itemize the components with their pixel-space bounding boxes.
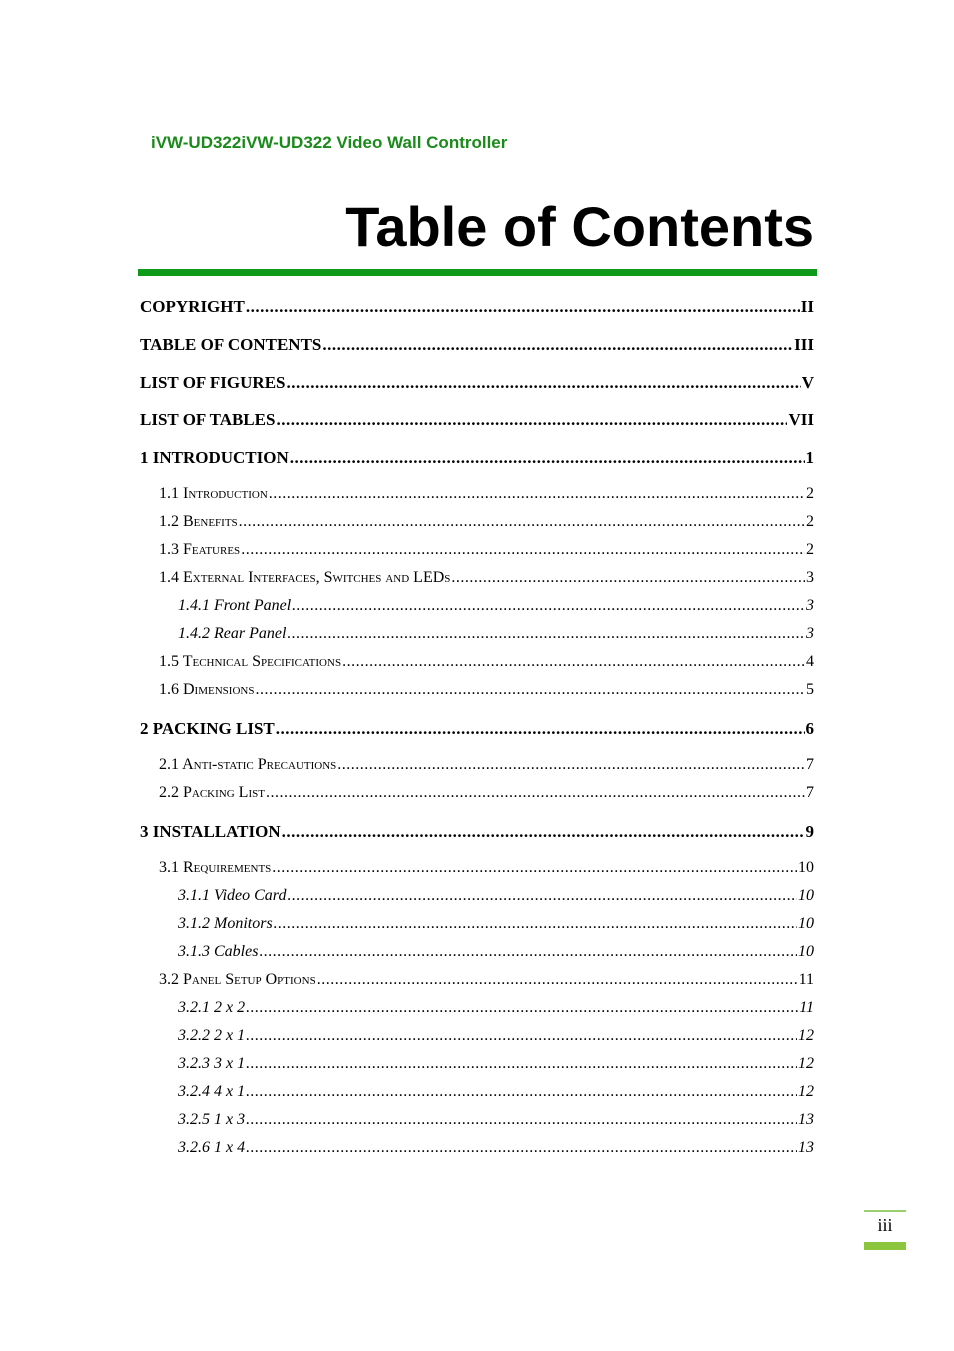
toc-dot-leader: [290, 448, 805, 468]
toc-entry-page: 2: [806, 541, 814, 558]
toc-entry-page: 3: [806, 597, 814, 614]
toc-entry-label: 1.1 Introduction: [159, 485, 268, 502]
toc-entry[interactable]: [140, 373, 814, 397]
toc-dot-leader: [337, 756, 805, 774]
toc-entry[interactable]: [140, 625, 814, 649]
page-number-top-line: [864, 1210, 906, 1212]
toc-entry-page: 1: [805, 448, 814, 467]
running-header: iVW-UD322iVW-UD322 Video Wall Controller: [151, 133, 508, 152]
toc-entry-label: 1.5 Technical Specifications: [159, 653, 342, 670]
toc-entry-label: 2.1 Anti-static Precautions: [159, 756, 337, 773]
toc-entry-label: LIST OF TABLES: [140, 410, 276, 429]
toc-dot-leader: [241, 541, 805, 559]
toc-entry-page: 3: [806, 625, 814, 642]
toc-entry-label: 1.4 External Interfaces, Switches and LEDs: [159, 569, 451, 586]
toc-entry[interactable]: [140, 448, 814, 472]
toc-dot-leader: [239, 513, 805, 531]
toc-entry[interactable]: [140, 887, 814, 911]
toc-entry-label: 2.2 Packing List: [159, 784, 265, 801]
toc-dot-leader: [317, 971, 798, 989]
toc-dot-leader: [246, 297, 800, 317]
toc-dot-leader: [255, 681, 805, 699]
page-number: iii: [877, 1215, 893, 1235]
toc-entry-label: 3.1.3 Cables: [178, 943, 259, 960]
toc-dot-leader: [287, 625, 805, 643]
toc-dot-leader: [246, 999, 798, 1017]
toc-entry-page: 13: [798, 1111, 814, 1128]
toc-entry[interactable]: [140, 999, 814, 1023]
toc-entry-page: III: [794, 335, 814, 354]
toc-entry-page: 12: [798, 1055, 814, 1072]
toc-entry-label: 1.2 Benefits: [159, 513, 238, 530]
toc-dot-leader: [246, 1055, 797, 1073]
toc-entry[interactable]: [140, 335, 814, 359]
toc-entry-page: VII: [788, 410, 814, 429]
toc-dot-leader: [282, 822, 805, 842]
toc-dot-leader: [451, 569, 805, 587]
toc-entry-label: 1.4.1 Front Panel: [178, 597, 292, 614]
toc-dot-leader: [259, 943, 797, 961]
toc-entry[interactable]: [140, 1083, 814, 1107]
toc-entry[interactable]: [140, 485, 814, 509]
toc-entry-label: 3.2.6 1 x 4: [178, 1139, 246, 1156]
toc-entry-label: 3.2 Panel Setup Options: [159, 971, 316, 988]
toc-entry-page: 7: [806, 784, 814, 801]
toc-entry-label: 2 PACKING LIST: [140, 719, 275, 738]
toc-entry[interactable]: [140, 1055, 814, 1079]
toc-entry-label: 1.3 Features: [159, 541, 241, 558]
toc-dot-leader: [272, 859, 797, 877]
toc-entry-page: 11: [798, 971, 814, 988]
toc-entry-page: 10: [798, 859, 814, 876]
toc-entry[interactable]: [140, 1139, 814, 1163]
toc-dot-leader: [276, 719, 805, 739]
toc-entry[interactable]: [140, 541, 814, 565]
toc-dot-leader: [322, 335, 793, 355]
toc-entry[interactable]: [140, 971, 814, 995]
toc-dot-leader: [269, 485, 805, 503]
toc-dot-leader: [287, 373, 801, 393]
toc-entry[interactable]: [140, 915, 814, 939]
toc-dot-leader: [246, 1027, 797, 1045]
toc-dot-leader: [274, 915, 797, 933]
toc-list: [140, 0, 814, 1200]
toc-dot-leader: [246, 1111, 797, 1129]
toc-entry-page: 10: [798, 915, 814, 932]
toc-entry-label: LIST OF FIGURES: [140, 373, 286, 392]
toc-entry-label: 1 INTRODUCTION: [140, 448, 289, 467]
toc-entry-page: 5: [806, 681, 814, 698]
toc-entry[interactable]: [140, 1111, 814, 1135]
toc-entry-page: 12: [798, 1027, 814, 1044]
toc-entry[interactable]: [140, 653, 814, 677]
toc-entry-label: 3.1 Requirements: [159, 859, 272, 876]
toc-entry[interactable]: [140, 681, 814, 705]
toc-entry-page: 2: [806, 513, 814, 530]
toc-entry-page: 12: [798, 1083, 814, 1100]
toc-entry[interactable]: [140, 756, 814, 780]
toc-entry[interactable]: [140, 597, 814, 621]
toc-entry-page: 6: [805, 719, 814, 738]
toc-entry-label: 3.2.1 2 x 2: [178, 999, 246, 1016]
toc-entry-page: 2: [806, 485, 814, 502]
toc-entry-label: 3.2.5 1 x 3: [178, 1111, 246, 1128]
toc-entry[interactable]: [140, 822, 814, 846]
toc-entry[interactable]: [140, 943, 814, 967]
toc-entry[interactable]: [140, 1027, 814, 1051]
toc-dot-leader: [287, 887, 797, 905]
toc-entry-page: 11: [799, 999, 814, 1016]
toc-entry-label: TABLE OF CONTENTS: [140, 335, 322, 354]
toc-entry-page: 10: [798, 887, 814, 904]
toc-dot-leader: [276, 410, 787, 430]
toc-entry[interactable]: [140, 784, 814, 808]
toc-entry-page: 7: [806, 756, 814, 773]
toc-entry-label: 3.2.4 4 x 1: [178, 1083, 246, 1100]
toc-entry[interactable]: [140, 859, 814, 883]
page-number-box: [864, 1210, 906, 1250]
toc-entry-page: 3: [806, 569, 814, 586]
toc-entry[interactable]: [140, 569, 814, 593]
toc-dot-leader: [292, 597, 805, 615]
toc-entry-label: COPYRIGHT: [140, 297, 245, 316]
toc-entry[interactable]: [140, 719, 814, 743]
toc-dot-leader: [342, 653, 805, 671]
toc-entry-page: 10: [798, 943, 814, 960]
page-number-bar: [864, 1242, 906, 1250]
toc-entry-label: 3.2.3 3 x 1: [178, 1055, 246, 1072]
toc-entry-page: 13: [798, 1139, 814, 1156]
toc-entry-label: 1.6 Dimensions: [159, 681, 255, 698]
toc-entry-page: 4: [806, 653, 814, 670]
toc-entry-label: 3.2.2 2 x 1: [178, 1027, 246, 1044]
toc-dot-leader: [246, 1139, 797, 1157]
toc-entry[interactable]: [140, 297, 814, 321]
toc-entry-label: 3 INSTALLATION: [140, 822, 281, 841]
toc-entry-page: 9: [805, 822, 814, 841]
toc-dot-leader: [266, 784, 805, 802]
toc-entry-page: V: [801, 373, 814, 392]
toc-entry-page: II: [800, 297, 814, 316]
toc-entry-label: 3.1.1 Video Card: [178, 887, 287, 904]
page-title: Table of Contents: [345, 195, 814, 258]
toc-entry-label: 3.1.2 Monitors: [178, 915, 273, 932]
toc-entry-label: 1.4.2 Rear Panel: [178, 625, 287, 642]
toc-dot-leader: [246, 1083, 797, 1101]
toc-entry[interactable]: [140, 410, 814, 434]
toc-entry[interactable]: [140, 513, 814, 537]
